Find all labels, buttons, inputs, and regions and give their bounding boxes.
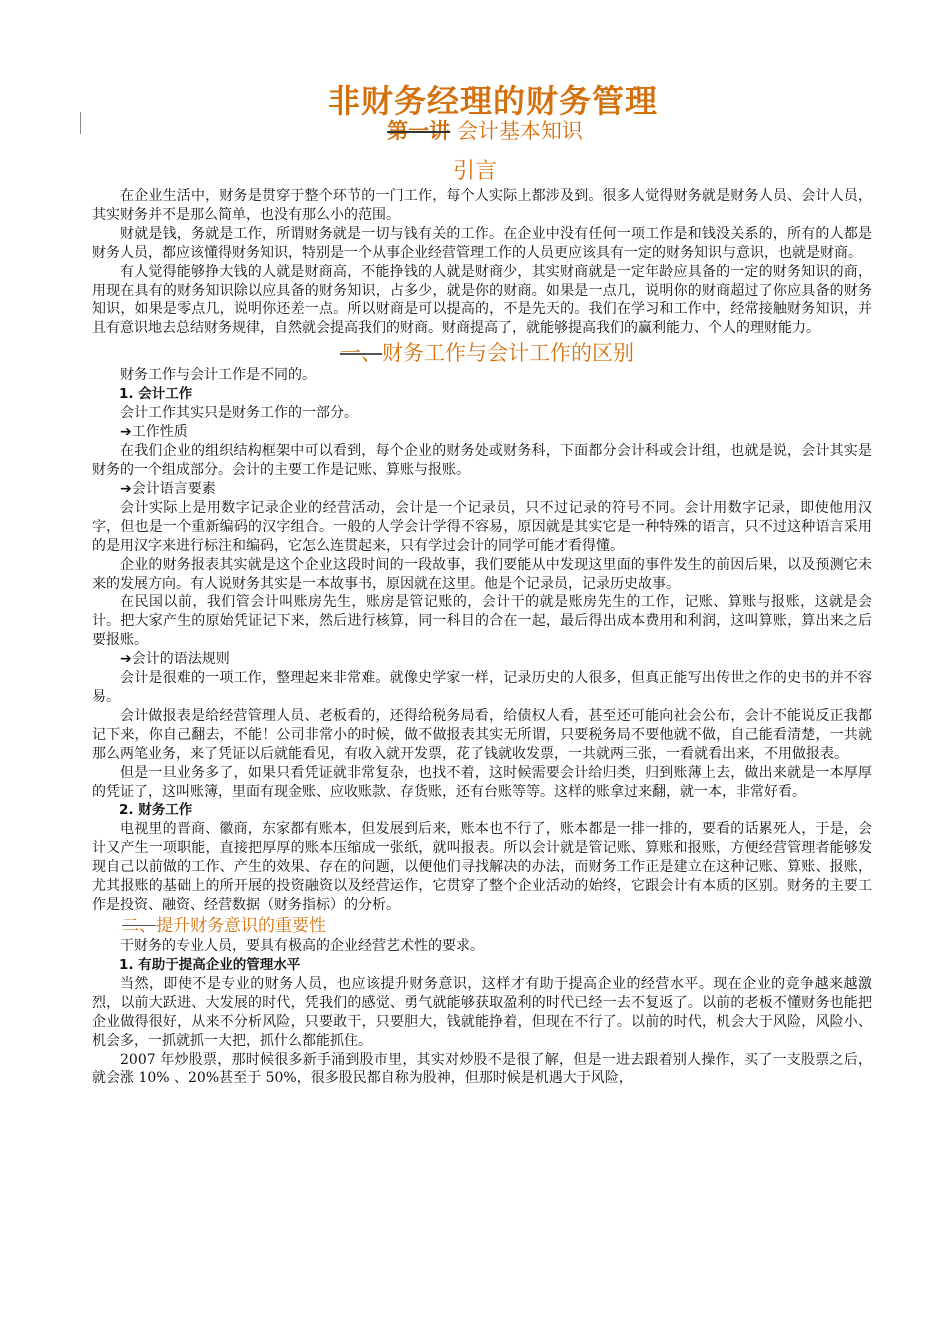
section-number: 二、 (122, 916, 156, 936)
section-heading (92, 340, 872, 366)
right-arrow-icon: ➔ (120, 480, 132, 497)
bullet-label: 工作性质 (131, 424, 188, 441)
subsection-heading: 2. 财务工作 (119, 802, 193, 819)
paragraph: 在我们企业的组织结构框架中可以看到，每个企业的财务处或财务科，下面都分会计科或会计组，也就是说，会计其实是财务的一个组成部分。会计的主要工作是记账、算账与报账。 (92, 443, 872, 478)
lecture-subtitle (0, 117, 950, 145)
paragraph: 会计做报表是给经营管理人员、老板看的，还得给税务局看，给债权人看，甚至还可能向社会公布，会计不能说反正我都记下来，你自己翻去，不能！公司非常小的时候，做不做报表其实无所谓，只要税务局不要他就不做，自己能看清楚，一共就那么两笔业务，来了凭证以后就能看见，有收入就开发票，花了钱就收发票，一共就两三张，一看就看出来，不用做报表。 (92, 707, 872, 762)
bullet-heading (92, 423, 872, 442)
paragraph: 会计工作其实只是财务工作的一部分。 (120, 405, 358, 422)
subsection-heading: 1. 有助于提高企业的管理水平 (119, 956, 301, 973)
right-arrow-icon: ➔ (120, 651, 132, 668)
section-heading (92, 915, 872, 937)
bullet-heading (92, 480, 872, 499)
paragraph: 但是一旦业务多了，如果只看凭证就非常复杂，也找不着，这时候需要会计给归类，归到账薄上去，做出来就是一本厚厚的凭证了，这叫账簿，里面有现金账、应收账款、存货账，还有台账等等。这样的账拿过来翻，就一本，非常好看。 (92, 764, 872, 800)
bullet-heading (92, 650, 872, 669)
paragraph: 干财务的专业人员，要具有极高的企业经营艺术性的要求。 (120, 938, 484, 954)
section-number: 一、 (340, 341, 382, 366)
paragraph: 有人觉得能够挣大钱的人就是财商高，不能挣钱的人就是财商少，其实财商就是一定年龄应具备的一定的财务知识的商，用现在具有的财务知识除以应具备的财务知识，占多少，就是你的财商。如果是一点几，说明你的财商超过了你应具备的财务知识，如果是零点几，说明你还差一点。所以财商是可以提高的，不是先天的。我们在学习和工作中，经常接触财务知识，并且有意识地去总结财务规律，自然就会提高我们的财商。财商提高了，就能够提高我们的赢利能力、个人的理财能力。 (92, 263, 872, 337)
paragraph: 在民国以前，我们管会计叫账房先生，账房是管记账的，会计干的就是账房先生的工作，记账、算账与报账，这就是会计。把大家产生的原始凭证记下来，然后进行核算，同一科目的合在一起，最后得出成本费用和利润，这叫算账，算出来之后要报账。 (92, 594, 872, 649)
subsection-heading: 1. 会计工作 (119, 386, 193, 403)
document-title: 非财务经理的财务管理 (327, 82, 658, 120)
paragraph: 电视里的晋商、徽商，东家都有账本，但发展到后来，账本也不行了，账本都是一排一排的，要看的话累死人，于是，会计又产生一项职能，直接把厚厚的账本压缩成一张纸，就叫报表。所以会计就是管记账、算账和报账，方便经营管理者能够发现自己以前做的工作、产生的效果、存在的问题，以便他们寻找解决的办法，而财务工作正是建立在这种记账、算账、报账，尤其报账的基础上的所开展的投资融资以及经营运作，它贯穿了整个企业活动的始终，它跟会计有本质的区别。财务的主要工作是投资、融资、经营数据（财务指标）的分析。 (92, 821, 872, 914)
paragraph: 当然，即使不是专业的财务人员，也应该提升财务意识，这样才有助于提高企业的经营水平。现在企业的竞争越来越激烈，以前大跃进、大发展的时代，凭我们的感觉、勇气就能够获取盈利的时代已经一去不复返了。以前的老板不懂财务也能把企业做得很好，从来不分析风险，只要敢干，只要胆大，钱就能挣着，但现在不行了。以前的时代，机会大于风险，风险小、机会多，一抓就抓一大把，抓什么都能抓住。 (92, 975, 872, 1049)
paragraph: 企业的财务报表其实就是这个企业这段时间的一段故事，我们要能从中发现这里面的事件发生的前因后果，以及预测它未来的发展方向。有人说财务其实是一本故事书，原因就在这里。他是个记录员，记录历史故事。 (92, 556, 872, 592)
document-body (92, 187, 872, 1088)
bullet-label: 会计语言要素 (131, 480, 216, 497)
section-title: 提升财务意识的重要性 (156, 916, 326, 936)
paragraph: 在企业生活中，财务是贯穿于整个环节的一门工作，每个人实际上都涉及到。很多人觉得财务就是财务人员、会计人员，其实财务并不是那么简单，也没有那么小的范围。 (92, 188, 872, 223)
paragraph: 财务工作与会计工作是不同的。 (120, 367, 316, 384)
section-title: 财务工作与会计工作的区别 (382, 341, 634, 366)
intro-heading: 引言 (452, 159, 497, 184)
paragraph: 财就是钱，务就是工作，所谓财务就是一切与钱有关的工作。在企业中没有任何一项工作是和钱没关系的，所有的人都是财务人员，都应该懂得财务知识，特别是一个从事企业经营管理工作的人员更应该具有一定的财务知识与意识，也就是财商。 (92, 225, 872, 261)
subtitle-text: 会计基本知识 (456, 119, 583, 143)
right-arrow-icon: ➔ (120, 424, 132, 441)
paragraph: 2007 年炒股票，那时候很多新手涌到股市里，其实对炒股不是很了解，但是一进去跟着别人操作，买了一支股票之后，就会涨 10% 、20%甚至于 50%，很多股民都自称为股神，但那时候是机遇大于风险， (92, 1051, 872, 1087)
subtitle-strike: 第一讲 (387, 119, 451, 143)
paragraph: 会计实际上是用数字记录企业的经营活动，会计是一个记录员，只不过记录的符号不同。会计用数字记录，即使他用汉字，但也是一个重新编码的汉字组合。一般的人学会计学得不容易，原因就是其实它是一种特殊的语言，只不过这种语言采用的是用汉字来进行标注和编码，它怎么连贯起来，只有学过会计的同学可能才看得懂。 (92, 499, 872, 554)
bullet-label: 会计的语法规则 (131, 651, 230, 668)
paragraph: 会计是很难的一项工作，整理起来非常难。就像史学家一样，记录历史的人很多，但真正能写出传世之作的史书的并不容易。 (92, 670, 872, 706)
